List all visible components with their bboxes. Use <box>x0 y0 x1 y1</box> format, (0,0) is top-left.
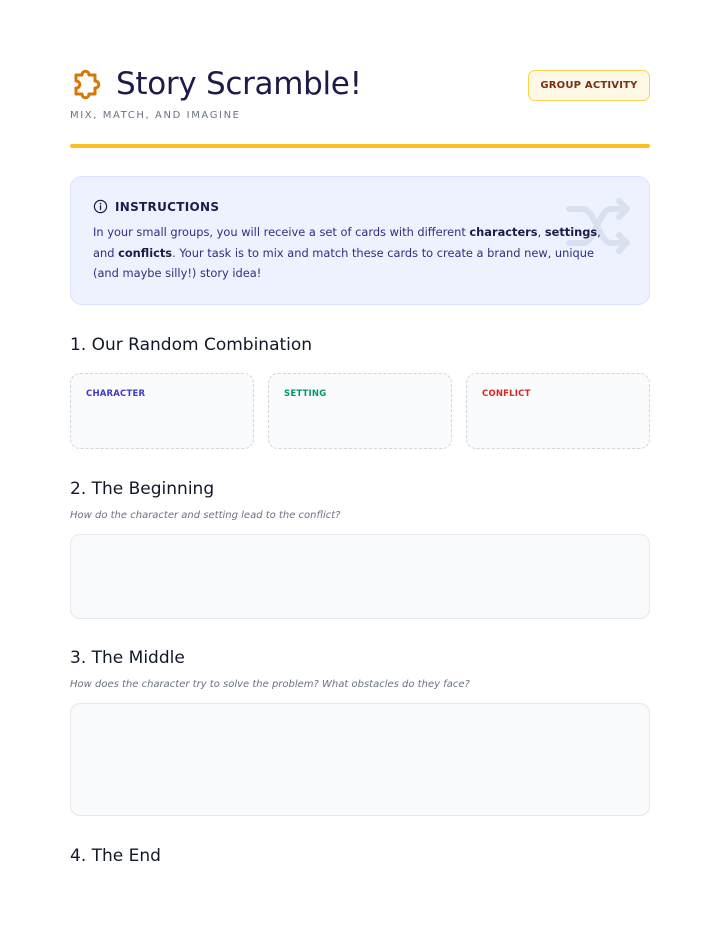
section-title-end: 4. The End <box>70 846 161 866</box>
page-subtitle: MIX, MATCH, AND IMAGINE <box>70 110 241 121</box>
keyword-conflicts: conflicts <box>118 245 173 260</box>
instructions-box <box>70 176 650 305</box>
section-title-combination: 1. Our Random Combination <box>70 335 313 355</box>
instructions-text-part: In your small groups, you will receive a set of cards with different <box>93 225 470 239</box>
beginning-answer-box[interactable] <box>70 534 650 619</box>
prompt-beginning: How do the character and setting lead to the conflict? <box>70 510 341 521</box>
page-title: Story Scramble! <box>116 66 362 102</box>
group-activity-badge: GROUP ACTIVITY <box>528 70 650 101</box>
card-label-setting: SETTING <box>284 389 327 399</box>
info-icon <box>93 199 108 214</box>
setting-card-slot[interactable] <box>268 373 452 449</box>
header-divider <box>70 144 650 148</box>
middle-answer-box[interactable] <box>70 703 650 816</box>
character-card-slot[interactable] <box>70 373 254 449</box>
instructions-text <box>93 222 618 284</box>
conflict-card-slot[interactable] <box>466 373 650 449</box>
prompt-middle: How does the character try to solve the problem? What obstacles do they face? <box>70 679 470 690</box>
keyword-settings: settings <box>544 225 598 239</box>
instructions-separator: , <box>537 225 545 239</box>
puzzle-icon <box>70 66 106 102</box>
instructions-heading: INSTRUCTIONS <box>115 199 220 214</box>
section-title-beginning: 2. The Beginning <box>70 479 215 499</box>
page-header <box>70 66 650 126</box>
instructions-text-part: . Your task is to mix and match these cards to create a brand new, unique (and maybe silly!) story idea! <box>93 245 594 280</box>
instructions-header <box>93 199 219 214</box>
card-label-character: CHARACTER <box>86 389 146 399</box>
keyword-characters: characters <box>469 225 538 239</box>
card-label-conflict: CONFLICT <box>482 389 531 399</box>
section-title-middle: 3. The Middle <box>70 648 185 668</box>
instructions-separator: , and <box>93 225 601 260</box>
